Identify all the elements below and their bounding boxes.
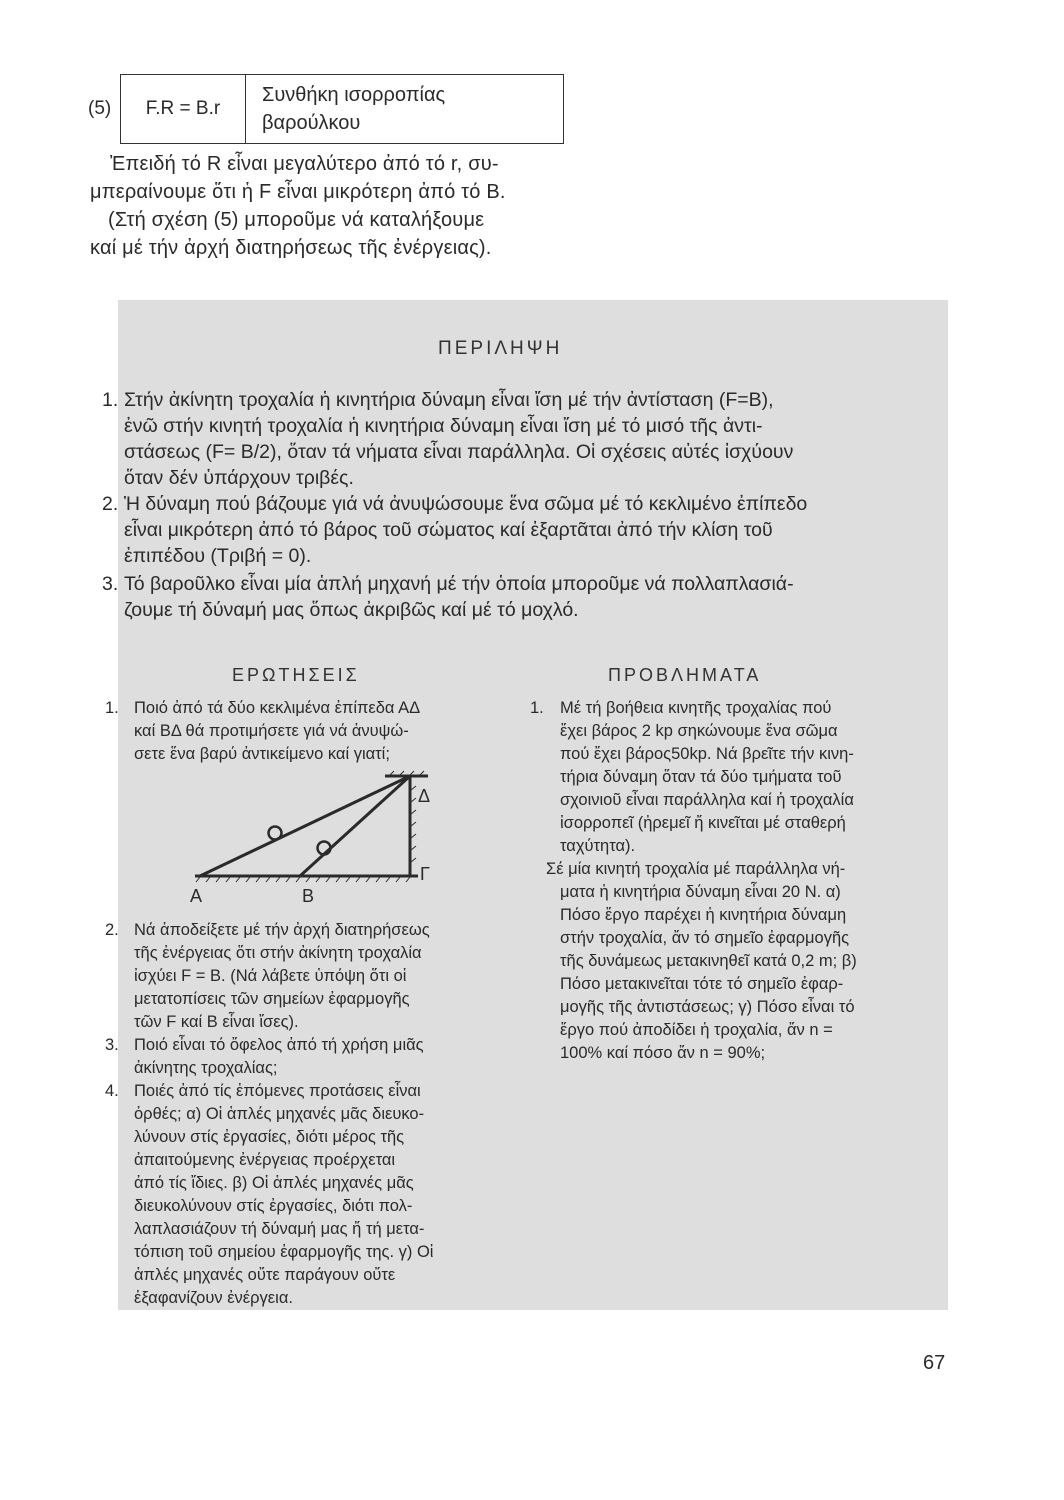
question-line: τόπιση τοῦ σημείου ἐφαρμογῆς της. γ) Οἱ — [134, 1243, 434, 1261]
platform-hatching — [390, 771, 424, 775]
problem-line: Πόσο ἔργο παρέχει ἡ κινητήρια δύναμη — [560, 906, 847, 924]
label-a: A — [190, 886, 203, 905]
question-line: ὀρθές; α) Οἱ ἁπλές μηχανές μᾶς διευκο- — [134, 1105, 425, 1123]
problem-line: Μέ τή βοήθεια κινητῆς τροχαλίας πού — [560, 699, 832, 717]
question-line: ἀπό τίς ἴδιες. β) Οἱ ἁπλές μηχανές μᾶς — [134, 1174, 414, 1192]
formula-description — [246, 75, 563, 143]
question-line: ἀπαιτούμενης ἐνέργειας προέρχεται — [134, 1151, 396, 1169]
problem-line: Σέ μία κινητή τροχαλία μέ παράλληλα νή- — [546, 860, 846, 878]
formula-box — [120, 74, 564, 144]
summary-line: στάσεως (F= B/2), ὅταν τά νήματα εἶναι παράλληλα. Οἱ σχέσεις αὐτές ἰσχύουν — [124, 441, 794, 463]
label-d: Δ — [418, 786, 431, 806]
question-number: 2. — [105, 921, 119, 939]
problem-line: ἔχει βάρος 2 kp σηκώνουμε ἕνα σῶμα — [560, 722, 838, 740]
plane-ad — [200, 776, 410, 876]
problem-line: ἔργο πού ἀποδίδει ἡ τροχαλία, ἄν n = — [560, 1021, 833, 1039]
intro-line: Ἐπειδή τό R εἶναι μεγαλύτερο ἀπό τό r, συ- — [110, 153, 499, 175]
question-line: Ποιό ἀπό τά δύο κεκλιμένα ἐπίπεδα ΑΔ — [134, 699, 421, 717]
question-number: 1. — [105, 699, 119, 717]
question-line: διευκολύνουν στίς ἐργασίες, διότι πολ- — [134, 1197, 413, 1215]
summary-line: Στήν ἀκίνητη τροχαλία ἡ κινητήρια δύναμη εἶναι ἴση μέ τήν ἀντίσταση (F=B), — [124, 389, 774, 411]
body-on-ad — [269, 827, 282, 840]
question-line: καί ΒΔ θά προτιμήσετε γιά νά ἀνυψώ- — [134, 722, 409, 740]
formula: F.R = B.r — [121, 75, 246, 143]
problems-title: ΠΡΟΒΛΗΜΑΤΑ — [608, 665, 762, 685]
formula-description-line: Συνθήκη ισορροπίας — [262, 84, 446, 106]
question-line: τῶν F καί B εἶναι ἴσες). — [134, 1013, 299, 1031]
questions-title: ΕΡΩΤΗΣΕΙΣ — [232, 665, 360, 685]
question-number: 3. — [105, 1036, 119, 1054]
problem-line: μογῆς τῆς ἀντιστάσεως; γ) Πόσο εἶναι τό — [560, 998, 855, 1016]
question-line: ἀκίνητης τροχαλίας; — [134, 1059, 278, 1077]
problem-line: Πόσο μετακινεῖται τότε τό σημεῖο ἐφαρ- — [560, 975, 844, 993]
problem-line: στήν τροχαλία, ἄν τό σημεῖο ἐφαρμογῆς — [560, 929, 850, 947]
summary-title: ΠΕΡΙΛΗΨΗ — [438, 338, 563, 359]
label-b: B — [302, 886, 315, 905]
label-g: Γ — [420, 864, 430, 884]
problem-line: ταχύτητα). — [560, 837, 636, 855]
intro-line: (Στή σχέση (5) μποροῦμε νά καταλήξουμε — [108, 209, 485, 231]
summary-item-number: 1. — [102, 389, 119, 411]
question-line: λαπλασιάζουν τή δύναμή μας ἤ τή μετα- — [134, 1220, 425, 1238]
problem-line: τήρια δύναμη ὅταν τά δύο τμήματα τοῦ — [560, 768, 842, 786]
problem-line: 100% καί πόσο ἄν n = 90%; — [560, 1044, 766, 1062]
plane-bd — [300, 776, 410, 876]
question-line: τῆς ἐνέργειας ὅτι στήν ἀκίνητη τροχαλία — [134, 944, 422, 962]
summary-line: ἐνῶ στήν κινητή τροχαλία ἡ κινητήρια δύναμη εἶναι ἴση μέ τό μισό τῆς ἀντι- — [124, 415, 763, 437]
question-line: σετε ἕνα βαρύ ἀντικείμενο καί γιατί; — [134, 745, 390, 763]
problem-line: ματα ἡ κινητήρια δύναμη εἶναι 20 N. α) — [560, 883, 841, 901]
inclined-plane-figure — [180, 770, 440, 905]
question-number: 4. — [105, 1082, 119, 1100]
intro-line: καί μέ τήν ἀρχή διατηρήσεως τῆς ἐνέργειας). — [90, 237, 492, 259]
summary-item-number: 2. — [102, 493, 119, 515]
problem-line: πού ἔχει βάρος50kp. Νά βρεῖτε τήν κινη- — [560, 745, 854, 763]
summary-line: εἶναι μικρότερη ἀπό τό βάρος τοῦ σώματος καί ἐξαρτᾶται ἀπό τήν κλίση τοῦ — [124, 519, 773, 541]
intro-line: μπεραίνουμε ὅτι ἡ F εἶναι μικρότερη ἀπό τό B. — [90, 181, 506, 203]
problem-line: σχοινιοῦ εἶναι παράλληλα καί ἡ τροχαλία — [560, 791, 854, 809]
question-line: ἰσχύει F = B. (Νά λάβετε ὑπόψη ὅτι οἱ — [134, 967, 407, 985]
summary-line: ἐπιπέδου (Τριβή = 0). — [124, 545, 312, 567]
problem-line: τῆς δυνάμεως μετακινηθεῖ κατά 0,2 m; β) — [560, 952, 857, 970]
ground-hatching — [196, 877, 410, 882]
summary-line: Ἡ δύναμη πού βάζουμε γιά νά ἀνυψώσουμε ἕνα σῶμα μέ τό κεκλιμένο ἐπίπεδο — [124, 493, 808, 515]
problem-number: 1. — [530, 699, 544, 717]
question-line: ἁπλές μηχανές οὔτε παράγουν οὔτε — [134, 1266, 396, 1284]
wall-hatching — [411, 786, 416, 862]
problem-line: ἰσορροπεῖ (ἠρεμεῖ ἤ κινεῖται μέ σταθερή — [560, 814, 846, 832]
page-number: 67 — [923, 1352, 946, 1374]
summary-line: ζουμε τή δύναμή μας ὅπως ἀκριβῶς καί μέ τό μοχλό. — [124, 599, 579, 621]
equation-number: (5) — [88, 98, 112, 119]
formula-description-line: βαρούλκου — [262, 112, 361, 134]
summary-line: Τό βαροῦλκο εἶναι μία ἁπλή μηχανή μέ τήν ὁποία μποροῦμε νά πολλαπλασιά- — [124, 573, 794, 595]
summary-line: ὅταν δέν ὑπάρχουν τριβές. — [124, 467, 354, 489]
question-line: μετατοπίσεις τῶν σημείων ἐφαρμογῆς — [134, 990, 410, 1008]
question-line: Ποιές ἀπό τίς ἑπόμενες προτάσεις εἶναι — [134, 1082, 421, 1100]
question-line: Νά ἀποδείξετε μέ τήν ἀρχή διατηρήσεως — [134, 921, 430, 939]
summary-item-number: 3. — [102, 573, 119, 595]
question-line: ἐξαφανίζουν ἐνέργεια. — [134, 1289, 293, 1307]
question-line: Ποιό εἶναι τό ὄφελος ἀπό τή χρήση μιᾶς — [134, 1036, 424, 1054]
question-line: λύνουν στίς ἐργασίες, διότι μέρος τῆς — [134, 1128, 405, 1146]
